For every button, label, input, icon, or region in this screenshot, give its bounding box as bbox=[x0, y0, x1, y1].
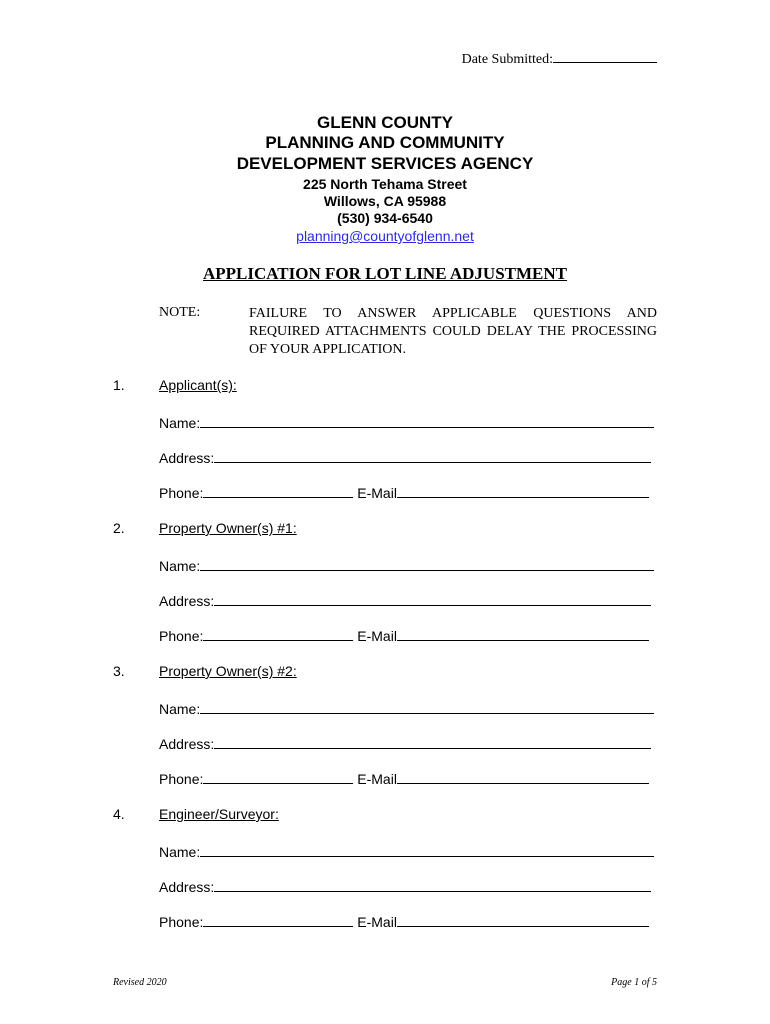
agency-city: Willows, CA 95988 bbox=[323, 193, 447, 209]
email-label: E-Mail bbox=[357, 628, 397, 644]
owner-1-email-field[interactable] bbox=[397, 626, 649, 641]
section-number: 3. bbox=[113, 663, 125, 679]
phone-label: Phone: bbox=[159, 485, 204, 501]
section-title: Applicant(s): bbox=[159, 377, 237, 393]
owner-1-address-field[interactable] bbox=[214, 591, 651, 606]
agency-email-link[interactable]: planning@countyofglenn.net bbox=[296, 228, 474, 244]
engineer-address-row bbox=[159, 877, 651, 895]
applicant-name-field[interactable] bbox=[200, 413, 654, 428]
owner-1-phone-field[interactable] bbox=[203, 626, 353, 641]
owner-1-name-row bbox=[159, 556, 654, 574]
email-label: E-Mail bbox=[357, 771, 397, 787]
applicant-name-row bbox=[159, 413, 654, 431]
agency-name-line1: PLANNING AND COMMUNITY bbox=[265, 133, 505, 152]
owner-2-address-field[interactable] bbox=[214, 734, 651, 749]
phone-label: Phone: bbox=[159, 914, 204, 930]
address-label: Address: bbox=[159, 736, 215, 752]
engineer-phone-field[interactable] bbox=[203, 912, 353, 927]
engineer-name-row bbox=[159, 842, 654, 860]
date-submitted-row bbox=[462, 48, 657, 68]
owner-2-phone-field[interactable] bbox=[203, 769, 353, 784]
owner-2-phone-row bbox=[159, 769, 649, 787]
name-label: Name: bbox=[159, 844, 201, 860]
applicant-address-field[interactable] bbox=[214, 448, 651, 463]
engineer-name-field[interactable] bbox=[200, 842, 654, 857]
address-label: Address: bbox=[159, 593, 215, 609]
agency-phone: (530) 934-6540 bbox=[337, 210, 433, 226]
section-title: Property Owner(s) #2: bbox=[159, 663, 297, 679]
agency-county: GLENN COUNTY bbox=[317, 113, 453, 132]
section-number: 2. bbox=[113, 520, 125, 536]
address-label: Address: bbox=[159, 450, 215, 466]
owner-2-email-field[interactable] bbox=[397, 769, 649, 784]
section-number: 4. bbox=[113, 806, 125, 822]
date-submitted-field[interactable] bbox=[553, 48, 657, 63]
applicant-email-field[interactable] bbox=[397, 483, 649, 498]
footer-revised: Revised 2020 bbox=[113, 977, 167, 988]
owner-1-address-row bbox=[159, 591, 651, 609]
name-label: Name: bbox=[159, 558, 201, 574]
owner-2-name-field[interactable] bbox=[200, 699, 654, 714]
owner-2-address-row bbox=[159, 734, 651, 752]
owner-1-phone-row bbox=[159, 626, 649, 644]
applicant-address-row bbox=[159, 448, 651, 466]
name-label: Name: bbox=[159, 415, 201, 431]
footer-page-number: Page 1 of 5 bbox=[611, 977, 657, 988]
engineer-email-field[interactable] bbox=[397, 912, 649, 927]
agency-street: 225 North Tehama Street bbox=[303, 176, 467, 192]
section-title: Property Owner(s) #1: bbox=[159, 520, 297, 536]
engineer-phone-row bbox=[159, 912, 649, 930]
date-submitted-label: Date Submitted: bbox=[461, 52, 553, 67]
page-title: APPLICATION FOR LOT LINE ADJUSTMENT bbox=[203, 264, 567, 283]
section-number: 1. bbox=[113, 377, 125, 393]
owner-2-name-row bbox=[159, 699, 654, 717]
engineer-address-field[interactable] bbox=[214, 877, 651, 892]
note-text: FAILURE TO ANSWER APPLICABLE QUESTIONS AND REQUIRED ATTACHMENTS COULD DELAY THE PROCESSING OF YOUR APPLICATION. bbox=[249, 306, 657, 357]
phone-label: Phone: bbox=[159, 771, 204, 787]
name-label: Name: bbox=[159, 701, 201, 717]
section-title: Engineer/Surveyor: bbox=[159, 806, 279, 822]
note-label: NOTE: bbox=[159, 305, 201, 320]
phone-label: Phone: bbox=[159, 628, 204, 644]
owner-1-name-field[interactable] bbox=[200, 556, 654, 571]
address-label: Address: bbox=[159, 879, 215, 895]
email-label: E-Mail bbox=[357, 485, 397, 501]
applicant-phone-row bbox=[159, 483, 649, 501]
email-label: E-Mail bbox=[357, 914, 397, 930]
agency-name-line2: DEVELOPMENT SERVICES AGENCY bbox=[236, 154, 534, 173]
applicant-phone-field[interactable] bbox=[203, 483, 353, 498]
